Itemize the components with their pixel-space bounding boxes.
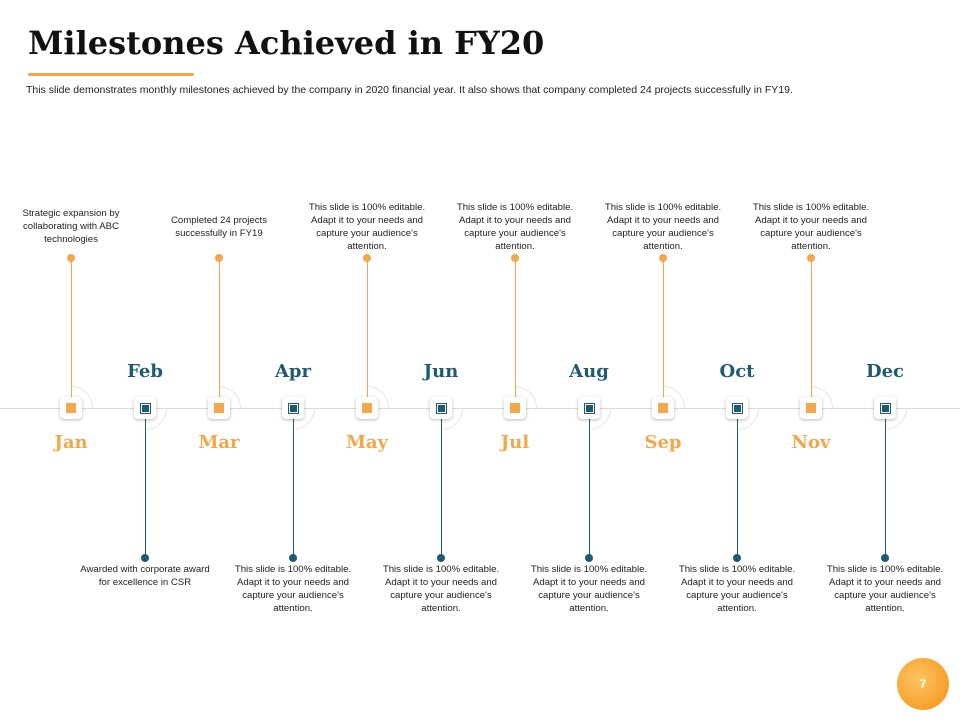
milestone-node-may [356, 397, 378, 419]
connector-line-oct [737, 408, 738, 558]
milestone-text-apr: This slide is 100% editable. Adapt it to your needs and capture your audience's attention. [234, 564, 352, 614]
connector-line-jun [441, 408, 442, 558]
milestone-node-feb [134, 397, 156, 419]
milestone-node-mar [208, 397, 230, 419]
milestone-text-aug: This slide is 100% editable. Adapt it to your needs and capture your audience's attention. [530, 564, 648, 614]
month-label-aug: Aug [569, 361, 609, 382]
connector-line-mar [219, 258, 220, 408]
milestone-text-jun: This slide is 100% editable. Adapt it to your needs and capture your audience's attention. [382, 564, 500, 614]
connector-dot-jun [437, 554, 445, 562]
connector-dot-feb [141, 554, 149, 562]
month-label-may: May [345, 432, 389, 453]
milestone-node-jul [504, 397, 526, 419]
page-number-badge: 7 [897, 658, 949, 710]
connector-dot-mar [215, 254, 223, 262]
month-label-oct: Oct [719, 361, 755, 382]
connector-line-jul [515, 258, 516, 408]
connector-line-apr [293, 408, 294, 558]
milestone-node-marker [510, 403, 520, 413]
milestone-node-marker [214, 403, 224, 413]
milestone-text-sep: This slide is 100% editable. Adapt it to your needs and capture your audience's attention. [604, 202, 722, 252]
month-label-sep: Sep [644, 432, 682, 453]
connector-dot-jul [511, 254, 519, 262]
milestone-node-marker [66, 403, 76, 413]
page-title: Milestones Achieved in FY20 [28, 24, 545, 62]
milestone-text-jan: Strategic expansion by collaborating with ABC technologies [22, 208, 120, 245]
month-label-nov: Nov [791, 432, 831, 453]
milestone-node-marker [658, 403, 668, 413]
month-label-jul: Jul [500, 432, 530, 453]
milestone-node-jun [430, 397, 452, 419]
milestone-node-marker [289, 404, 298, 413]
milestone-text-oct: This slide is 100% editable. Adapt it to your needs and capture your audience's attention. [678, 564, 796, 614]
connector-line-sep [663, 258, 664, 408]
month-label-apr: Apr [274, 361, 312, 382]
milestone-text-mar: Completed 24 projects successfully in FY19 [171, 215, 267, 239]
connector-dot-nov [807, 254, 815, 262]
connector-line-dec [885, 408, 886, 558]
page-subtitle: This slide demonstrates monthly milestones achieved by the company in 2020 financial year. It also shows that company completed 24 projects successfully in FY19. [26, 84, 793, 96]
milestone-node-marker [362, 403, 372, 413]
month-label-mar: Mar [198, 432, 240, 453]
milestone-node-jan [60, 397, 82, 419]
milestone-node-marker [585, 404, 594, 413]
milestone-node-marker [733, 404, 742, 413]
milestone-node-marker [437, 404, 446, 413]
connector-dot-sep [659, 254, 667, 262]
connector-dot-aug [585, 554, 593, 562]
month-label-dec: Dec [865, 361, 905, 382]
connector-line-feb [145, 408, 146, 558]
milestone-node-apr [282, 397, 304, 419]
milestone-node-marker [141, 404, 150, 413]
connector-dot-apr [289, 554, 297, 562]
milestone-node-oct [726, 397, 748, 419]
connector-dot-may [363, 254, 371, 262]
milestone-text-feb: Awarded with corporate award for excellence in CSR [80, 564, 210, 588]
milestone-node-nov [800, 397, 822, 419]
month-label-jun: Jun [423, 361, 459, 382]
connector-line-aug [589, 408, 590, 558]
milestone-text-dec: This slide is 100% editable. Adapt it to your needs and capture your audience's attention. [826, 564, 944, 614]
connector-line-nov [811, 258, 812, 408]
milestone-node-dec [874, 397, 896, 419]
milestone-node-marker [806, 403, 816, 413]
connector-dot-jan [67, 254, 75, 262]
milestone-text-may: This slide is 100% editable. Adapt it to your needs and capture your audience's attention. [308, 202, 426, 252]
milestone-node-marker [881, 404, 890, 413]
month-label-feb: Feb [127, 361, 163, 382]
connector-line-may [367, 258, 368, 408]
milestone-node-aug [578, 397, 600, 419]
month-label-jan: Jan [54, 432, 88, 453]
milestone-text-jul: This slide is 100% editable. Adapt it to your needs and capture your audience's attention. [456, 202, 574, 252]
milestone-text-nov: This slide is 100% editable. Adapt it to your needs and capture your audience's attention. [752, 202, 870, 252]
connector-dot-dec [881, 554, 889, 562]
connector-line-jan [71, 258, 72, 408]
connector-dot-oct [733, 554, 741, 562]
milestone-node-sep [652, 397, 674, 419]
